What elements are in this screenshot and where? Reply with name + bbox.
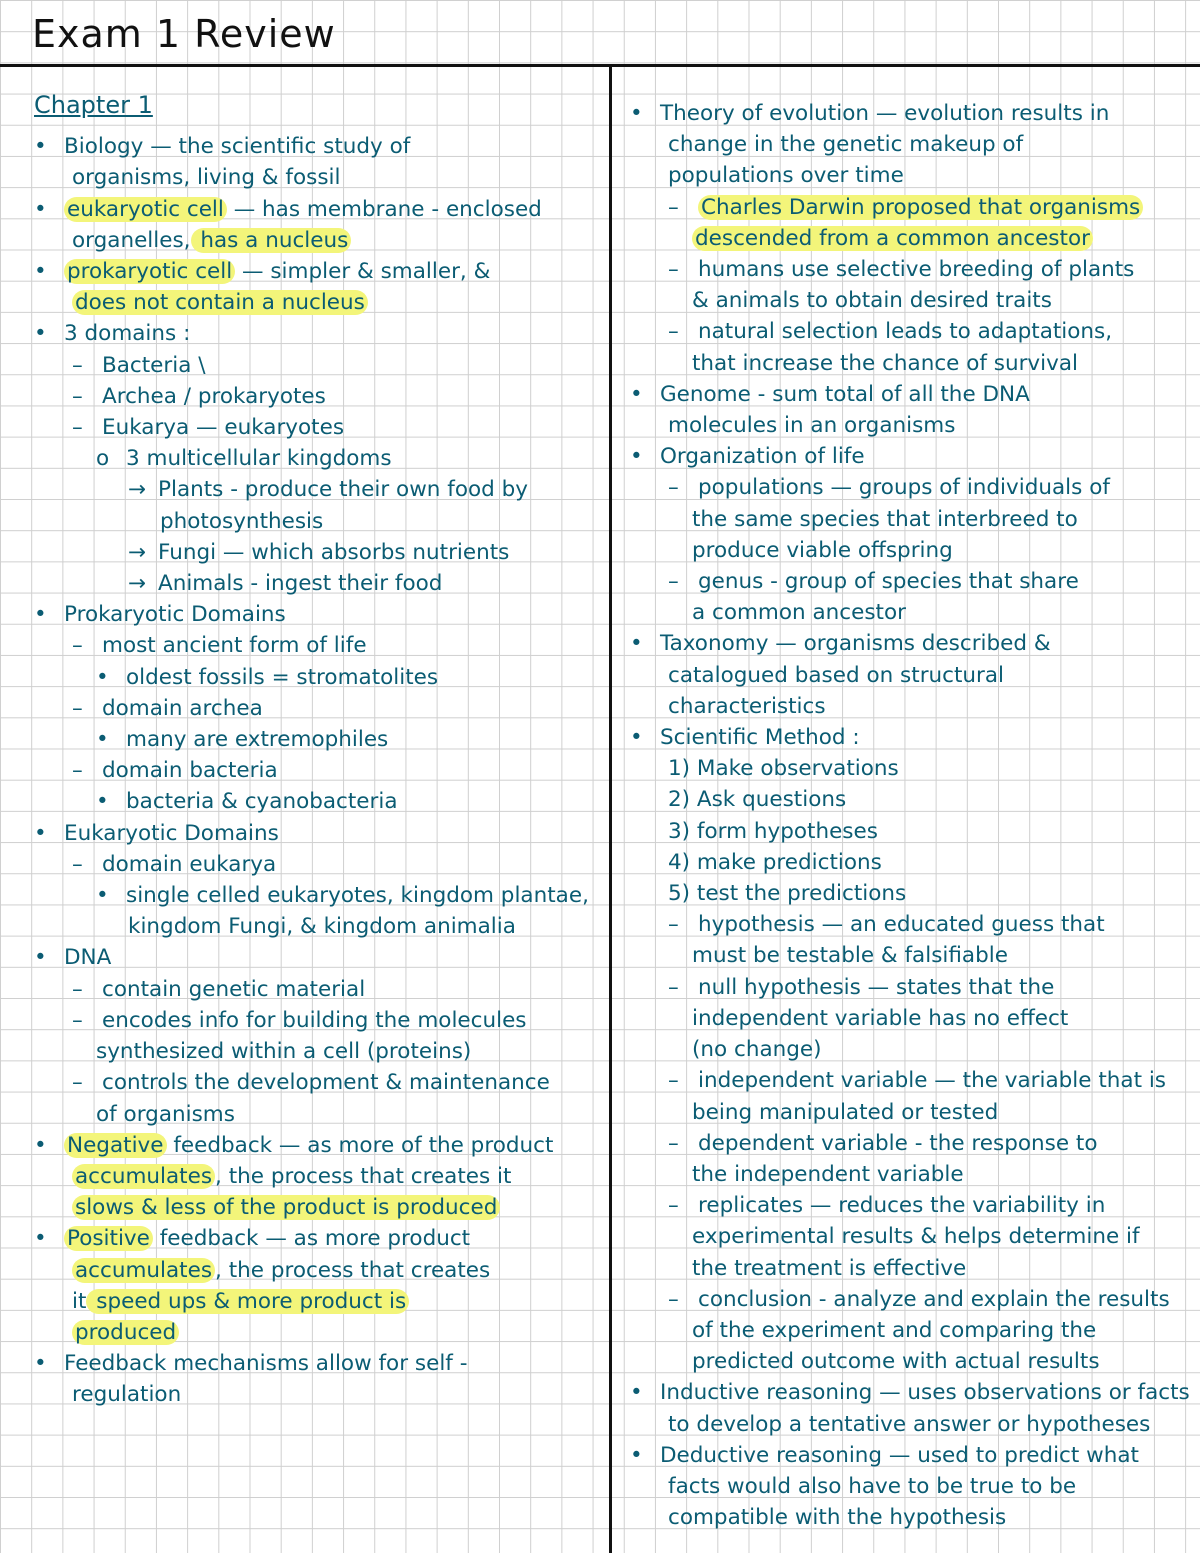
note-text: the independent variable <box>692 1161 964 1187</box>
right-notes <box>630 98 1196 1533</box>
highlighted-text: slows & less of the product is produced <box>72 1195 500 1220</box>
note-text: humans use selective breeding of plants <box>698 257 1135 283</box>
note-line <box>630 1440 1196 1471</box>
note-text: experimental results & helps determine if <box>692 1224 1140 1250</box>
note-text: produce viable offspring <box>692 537 953 563</box>
note-line <box>34 350 608 381</box>
note-line <box>630 909 1196 940</box>
note-text: Genome - sum total of all the DNA <box>660 381 1030 407</box>
bullet-marker: – <box>668 475 679 501</box>
note-line <box>34 287 608 318</box>
note-line <box>34 755 608 786</box>
bullet-marker: – <box>72 415 83 441</box>
bullet-marker: – <box>668 912 679 938</box>
note-line <box>34 162 608 193</box>
bullet-marker: • <box>34 1351 47 1377</box>
note-text: domain bacteria <box>102 758 278 784</box>
note-text: molecules in an organisms <box>668 413 956 439</box>
note-line <box>630 1065 1196 1096</box>
note-text: Prokaryotic Domains <box>64 602 286 628</box>
note-line <box>34 131 608 162</box>
note-line <box>630 1409 1196 1440</box>
note-line <box>630 254 1196 285</box>
note-line <box>630 192 1196 223</box>
note-text: Eukaryotic Domains <box>64 820 279 846</box>
highlighted-text: speed ups & more product is <box>86 1289 409 1314</box>
bullet-marker: • <box>96 883 109 909</box>
note-line <box>34 1099 608 1130</box>
note-line <box>630 1502 1196 1533</box>
note-text: regulation <box>72 1382 182 1408</box>
note-text: feedback — as more product <box>152 1226 471 1252</box>
note-text: compatible with the hypothesis <box>668 1505 1007 1531</box>
bullet-marker: • <box>630 444 643 470</box>
bullet-marker: – <box>72 851 83 877</box>
note-text: the treatment is effective <box>692 1255 967 1281</box>
note-text: of the experiment and comparing the <box>692 1317 1097 1343</box>
note-line <box>630 566 1196 597</box>
note-text: Biology — the scientific study of <box>64 134 411 160</box>
note-line <box>34 318 608 349</box>
note-text: photosynthesis <box>160 508 324 534</box>
note-text: genus - group of species that share <box>698 569 1079 595</box>
note-text: single celled eukaryotes, kingdom plantae, <box>126 883 589 909</box>
note-line <box>630 1346 1196 1377</box>
note-line <box>630 722 1196 753</box>
note-line <box>630 535 1196 566</box>
note-text: (no change) <box>692 1037 822 1063</box>
note-line <box>630 1159 1196 1190</box>
chapter-heading: Chapter 1 <box>34 91 153 119</box>
note-line <box>34 537 608 568</box>
bullet-marker: • <box>630 381 643 407</box>
note-text: , the process that creates it <box>215 1163 512 1189</box>
note-line <box>34 1005 608 1036</box>
note-text: contain genetic material <box>102 976 366 1002</box>
note-line <box>34 880 608 911</box>
left-notes <box>34 131 608 1410</box>
note-line <box>630 1284 1196 1315</box>
bullet-marker: • <box>630 725 643 751</box>
note-text: must be testable & falsifiable <box>692 943 1008 969</box>
note-text: populations — groups of individuals of <box>698 475 1110 501</box>
left-column <box>34 90 608 1411</box>
note-text: independent variable has no effect <box>692 1005 1069 1031</box>
note-text: Archea / prokaryotes <box>102 383 326 409</box>
note-line <box>630 160 1196 191</box>
note-line <box>34 194 608 225</box>
bullet-marker: • <box>630 101 643 126</box>
note-text: organisms, living & fossil <box>72 165 341 191</box>
bullet-marker: • <box>34 1132 47 1158</box>
note-text: it <box>72 1288 87 1314</box>
note-text: most ancient form of life <box>102 633 367 659</box>
highlighted-text: does not contain a nucleus <box>72 290 368 315</box>
highlighted-text: descended from a common ancestor <box>692 226 1093 251</box>
note-text: populations over time <box>668 163 904 189</box>
note-line <box>630 940 1196 971</box>
note-line <box>630 753 1196 784</box>
note-text: DNA <box>64 945 112 971</box>
note-line <box>630 1128 1196 1159</box>
note-line <box>34 1192 608 1223</box>
note-line <box>34 568 608 599</box>
note-text: — has membrane - enclosed <box>226 196 542 222</box>
note-line <box>630 1221 1196 1252</box>
note-text: independent variable — the variable that is <box>698 1068 1167 1094</box>
note-text: Taxonomy — organisms described & <box>660 631 1051 657</box>
note-text: 4) make predictions <box>668 849 882 875</box>
note-text: hypothesis — an educated guess that <box>698 912 1105 938</box>
note-text: of organisms <box>96 1101 235 1127</box>
highlighted-text: accumulates <box>72 1164 215 1189</box>
note-line <box>630 285 1196 316</box>
note-text: Scientific Method : <box>660 725 860 751</box>
highlighted-text: produced <box>72 1320 179 1345</box>
note-text: to develop a tentative answer or hypotheses <box>668 1411 1151 1437</box>
note-text: Organization of life <box>660 444 865 470</box>
note-text: Deductive reasoning — used to predict what <box>660 1442 1139 1468</box>
note-line <box>34 849 608 880</box>
note-text: 3 multicellular kingdoms <box>126 446 392 472</box>
note-line <box>34 662 608 693</box>
note-line <box>630 816 1196 847</box>
note-line <box>630 129 1196 160</box>
note-text: domain eukarya <box>102 851 277 877</box>
bullet-marker: – <box>72 352 83 378</box>
bullet-marker: → <box>128 477 147 503</box>
note-text: 3 domains : <box>64 321 191 347</box>
note-text: 2) Ask questions <box>668 787 847 813</box>
bullet-marker: – <box>72 1007 83 1033</box>
highlighted-text: Positive <box>64 1226 153 1251</box>
highlighted-text: eukaryotic cell <box>64 197 227 222</box>
note-line <box>630 348 1196 379</box>
highlighted-text: prokaryotic cell <box>64 259 235 284</box>
bullet-marker: o <box>96 446 110 472</box>
note-line <box>630 98 1196 129</box>
bullet-marker: – <box>72 383 83 409</box>
note-text: the same species that interbreed to <box>692 506 1078 532</box>
note-text: many are extremophiles <box>126 727 389 753</box>
note-text: predicted outcome with actual results <box>692 1349 1100 1375</box>
note-line <box>34 1379 608 1410</box>
bullet-marker: – <box>668 1286 679 1312</box>
bullet-marker: • <box>34 259 47 285</box>
note-line <box>630 1190 1196 1221</box>
note-text: synthesized within a cell (proteins) <box>96 1039 472 1065</box>
note-text: Fungi — which absorbs nutrients <box>158 539 510 565</box>
note-text: Theory of evolution — evolution results in <box>660 101 1110 126</box>
highlighted-text: accumulates <box>72 1258 215 1283</box>
note-text: being manipulated or tested <box>692 1099 999 1125</box>
note-text: bacteria & cyanobacteria <box>126 789 398 815</box>
note-line <box>34 412 608 443</box>
note-line <box>34 1036 608 1067</box>
bullet-marker: → <box>128 571 147 597</box>
note-text: that increase the chance of survival <box>692 350 1078 376</box>
bullet-marker: – <box>668 257 679 283</box>
note-line <box>630 597 1196 628</box>
note-line <box>34 693 608 724</box>
note-line <box>34 1317 608 1348</box>
note-line <box>34 443 608 474</box>
note-line <box>34 225 608 256</box>
bullet-marker: – <box>72 633 83 659</box>
page-title: Exam 1 Review <box>32 12 336 56</box>
note-text: kingdom Fungi, & kingdom animalia <box>128 914 516 940</box>
note-line <box>630 847 1196 878</box>
note-line <box>34 474 608 505</box>
note-text: catalogued based on structural <box>668 662 1005 688</box>
bullet-marker: • <box>96 727 109 753</box>
note-line <box>630 1034 1196 1065</box>
note-line <box>34 942 608 973</box>
note-text: Animals - ingest their food <box>158 571 443 597</box>
note-text: characteristics <box>668 693 826 719</box>
note-line <box>630 784 1196 815</box>
bullet-marker: • <box>630 1380 643 1406</box>
note-text: , the process that creates <box>215 1257 491 1283</box>
note-text: Plants - produce their own food by <box>158 477 528 503</box>
bullet-marker: • <box>34 1226 47 1252</box>
note-line <box>34 256 608 287</box>
note-line <box>34 506 608 537</box>
note-line <box>34 1255 608 1286</box>
note-line <box>630 504 1196 535</box>
bullet-marker: – <box>72 695 83 721</box>
note-line <box>630 472 1196 503</box>
note-line <box>630 1471 1196 1502</box>
note-line <box>34 630 608 661</box>
note-text: oldest fossils = stromatolites <box>126 664 439 690</box>
highlighted-text: Negative <box>64 1133 167 1158</box>
note-line <box>34 599 608 630</box>
note-text: dependent variable - the response to <box>698 1130 1098 1156</box>
note-text: feedback — as more of the product <box>166 1132 554 1158</box>
note-line <box>34 381 608 412</box>
note-text: conclusion - analyze and explain the results <box>698 1286 1170 1312</box>
note-line <box>34 1286 608 1317</box>
note-text: controls the development & maintenance <box>102 1070 550 1096</box>
note-line <box>34 1067 608 1098</box>
note-text: Inductive reasoning — uses observations or facts <box>660 1380 1190 1406</box>
note-line <box>34 1223 608 1254</box>
note-line <box>630 441 1196 472</box>
bullet-marker: – <box>668 569 679 595</box>
bullet-marker: – <box>668 1068 679 1094</box>
note-text: 5) test the predictions <box>668 881 907 907</box>
note-line <box>34 1130 608 1161</box>
bullet-marker: • <box>630 1442 643 1468</box>
note-line <box>34 974 608 1005</box>
highlighted-text: has a nucleus <box>191 228 352 253</box>
note-text: — simpler & smaller, & <box>235 259 491 285</box>
note-text: facts would also have to be true to be <box>668 1473 1077 1499</box>
bullet-marker: • <box>34 945 47 971</box>
note-line <box>630 1253 1196 1284</box>
note-line <box>630 691 1196 722</box>
note-text: organelles, <box>72 227 191 253</box>
note-text: 1) Make observations <box>668 756 899 782</box>
note-line <box>630 972 1196 1003</box>
note-text: change in the genetic makeup of <box>668 132 1024 158</box>
note-line <box>630 660 1196 691</box>
bullet-marker: – <box>72 758 83 784</box>
bullet-marker: • <box>34 602 47 628</box>
note-line <box>34 1348 608 1379</box>
note-text: 3) form hypotheses <box>668 818 878 844</box>
column-divider <box>609 66 612 1553</box>
note-text: & animals to obtain desired traits <box>692 288 1052 314</box>
right-column <box>630 98 1196 1533</box>
note-text: null hypothesis — states that the <box>698 974 1055 1000</box>
note-text: encodes info for building the molecules <box>102 1007 527 1033</box>
note-line <box>630 1377 1196 1408</box>
bullet-marker: – <box>668 194 679 220</box>
bullet-marker: • <box>630 631 643 657</box>
note-line <box>34 818 608 849</box>
bullet-marker: • <box>96 789 109 815</box>
title-divider <box>0 64 1200 67</box>
bullet-marker: – <box>72 976 83 1002</box>
note-line <box>34 1161 608 1192</box>
note-line <box>630 878 1196 909</box>
bullet-marker: • <box>34 134 47 160</box>
note-line <box>630 316 1196 347</box>
note-line <box>34 911 608 942</box>
bullet-marker: • <box>96 664 109 690</box>
note-line <box>630 379 1196 410</box>
note-line <box>630 223 1196 254</box>
bullet-marker: • <box>34 321 47 347</box>
note-line <box>630 628 1196 659</box>
note-text: Feedback mechanisms allow for self - <box>64 1351 468 1377</box>
note-line <box>630 1315 1196 1346</box>
bullet-marker: – <box>72 1070 83 1096</box>
highlighted-text: Charles Darwin proposed that organisms <box>698 195 1143 220</box>
bullet-marker: • <box>34 196 47 222</box>
note-line <box>34 724 608 755</box>
note-text: a common ancestor <box>692 600 906 626</box>
note-line <box>630 1097 1196 1128</box>
bullet-marker: – <box>668 1193 679 1219</box>
note-text: Eukarya — eukaryotes <box>102 415 345 441</box>
note-text: Bacteria \ <box>102 352 206 378</box>
note-text: natural selection leads to adaptations, <box>698 319 1113 345</box>
bullet-marker: – <box>668 974 679 1000</box>
bullet-marker: → <box>128 539 147 565</box>
note-text: replicates — reduces the variability in <box>698 1193 1106 1219</box>
bullet-marker: – <box>668 1130 679 1156</box>
note-line <box>630 1003 1196 1034</box>
note-text: domain archea <box>102 695 263 721</box>
note-line <box>630 410 1196 441</box>
bullet-marker: – <box>668 319 679 345</box>
note-line <box>34 786 608 817</box>
bullet-marker: • <box>34 820 47 846</box>
